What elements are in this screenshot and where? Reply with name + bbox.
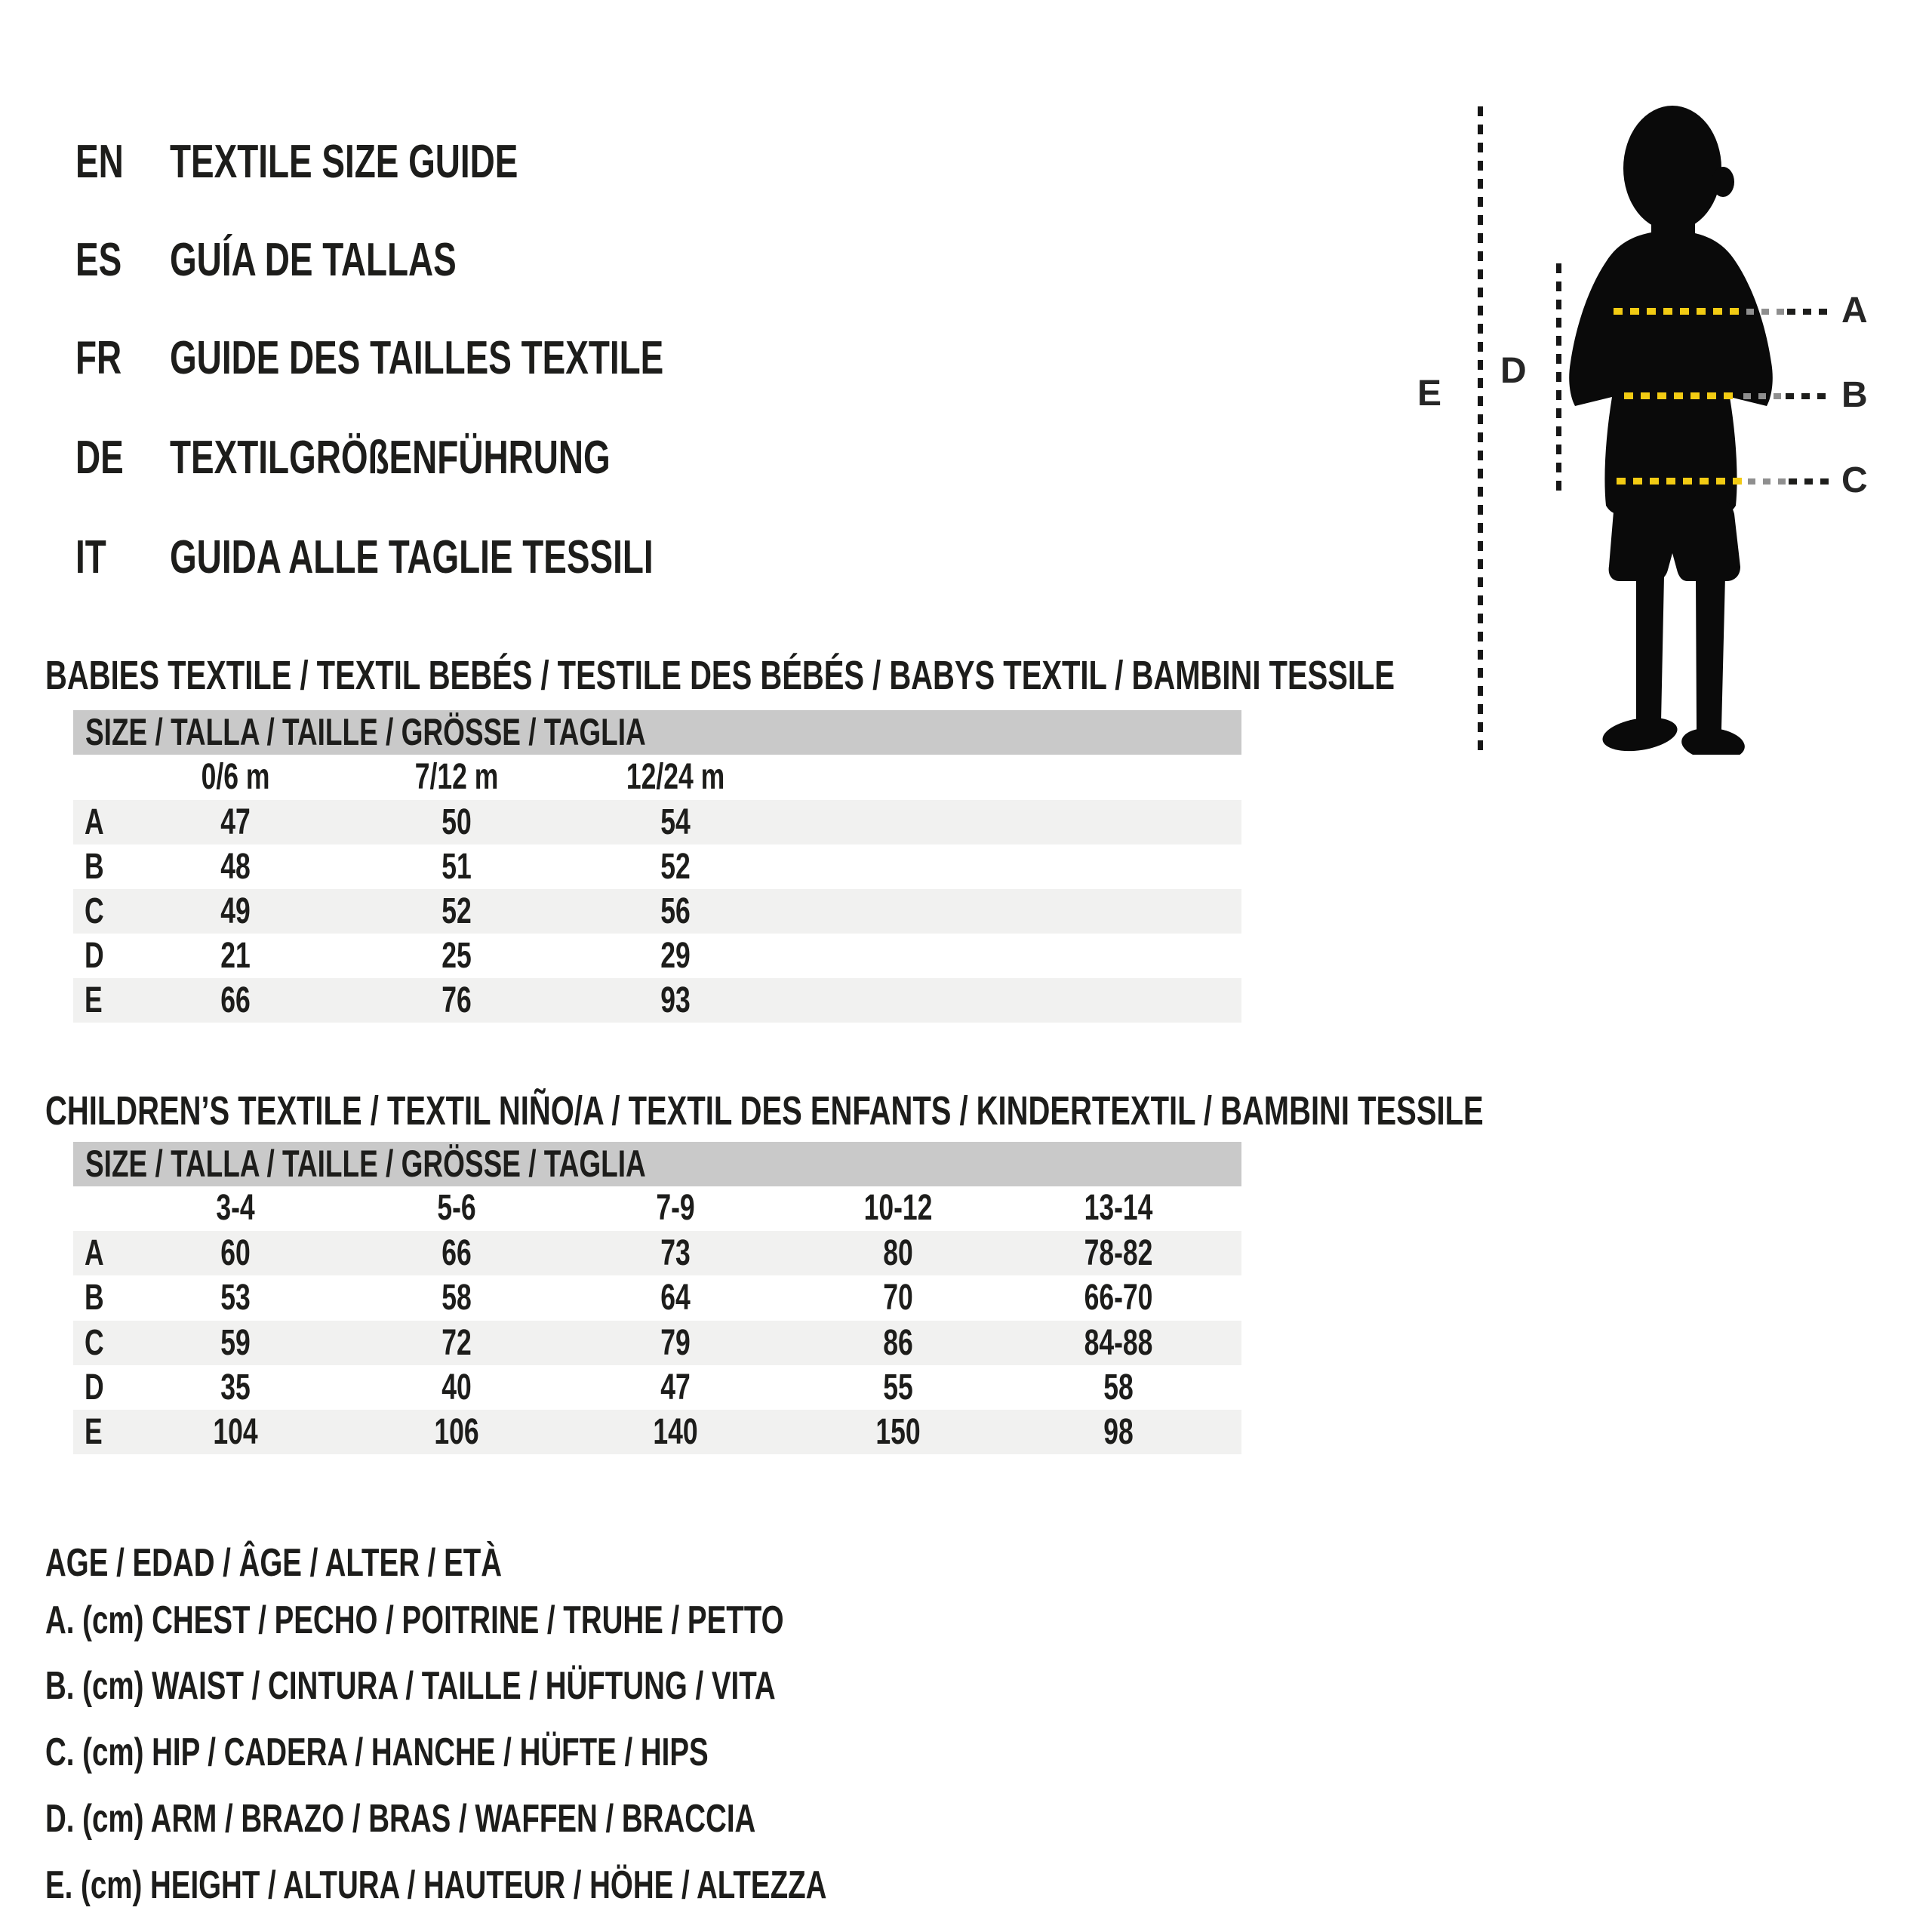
hip-fade-dashes	[1748, 478, 1786, 485]
guide-title: GUIDA ALLE TAGLIE TESSILI	[170, 531, 654, 583]
cell-value: 49	[220, 891, 251, 931]
babies-size-header-bar	[73, 710, 1241, 755]
children-section-heading	[45, 1089, 1932, 1133]
marker-height-e: E	[1417, 374, 1442, 414]
cell-value: 54	[660, 802, 691, 842]
table-row	[73, 1365, 1241, 1410]
language-code: EN	[75, 136, 124, 188]
cell-value: 72	[441, 1323, 472, 1363]
row-label: E	[85, 980, 103, 1020]
children-column-header-row	[73, 1186, 1241, 1230]
silhouette-ear	[1712, 167, 1734, 197]
column-header: 7-9	[656, 1188, 695, 1228]
chest-yellow-dashes	[1614, 308, 1743, 315]
children-size-header-bar	[73, 1142, 1241, 1186]
table-row	[73, 800, 1241, 844]
legend-text: C. (cm) HIP / CADERA / HANCHE / HÜFTE / HIPS	[45, 1730, 709, 1774]
cell-value: 47	[660, 1367, 691, 1407]
language-code: ES	[75, 234, 122, 286]
cell-value: 52	[660, 847, 691, 887]
row-label: E	[85, 1412, 103, 1452]
cell-value: 55	[883, 1367, 913, 1407]
cell-value: 66-70	[1084, 1278, 1153, 1318]
cell-value: 25	[441, 936, 472, 976]
column-header: 10-12	[863, 1188, 933, 1228]
marker-arm-d: D	[1500, 351, 1527, 391]
cell-value: 70	[883, 1278, 913, 1318]
cell-value: 86	[883, 1323, 913, 1363]
column-header: 7/12 m	[414, 757, 499, 797]
row-label: A	[85, 1233, 104, 1273]
cell-value: 140	[653, 1412, 698, 1452]
cell-value: 64	[660, 1278, 691, 1318]
hip-yellow-dashes	[1617, 478, 1745, 485]
table-row	[73, 934, 1241, 978]
cell-value: 78-82	[1084, 1233, 1153, 1273]
marker-hip-c: C	[1841, 460, 1868, 500]
cell-value: 58	[441, 1278, 472, 1318]
waist-dark-dashes	[1786, 393, 1829, 399]
legend-waist-line	[45, 1665, 1032, 1707]
cell-value: 58	[1103, 1367, 1134, 1407]
column-header: 13-14	[1084, 1188, 1153, 1228]
language-code: IT	[75, 531, 106, 583]
legend-text: B. (cm) WAIST / CINTURA / TAILLE / HÜFTUNG / VITA	[45, 1664, 776, 1708]
marker-chest-a: A	[1841, 291, 1868, 331]
cell-value: 84-88	[1084, 1323, 1153, 1363]
cell-value: 56	[660, 891, 691, 931]
cell-value: 106	[434, 1412, 479, 1452]
cell-value: 104	[213, 1412, 258, 1452]
legend-age-line	[45, 1542, 663, 1584]
cell-value: 73	[660, 1233, 691, 1273]
chest-dark-dashes	[1787, 309, 1829, 315]
legend-text: E. (cm) HEIGHT / ALTURA / HAUTEUR / HÖHE / ALTEZZA	[45, 1863, 827, 1907]
cell-value: 80	[883, 1233, 913, 1273]
size-header-label: SIZE / TALLA / TAILLE / GRÖSSE / TAGLIA	[85, 1143, 646, 1185]
table-row	[73, 889, 1241, 934]
row-label: B	[85, 1278, 104, 1318]
cell-value: 76	[441, 980, 472, 1020]
cell-value: 66	[441, 1233, 472, 1273]
marker-waist-b: B	[1841, 375, 1868, 415]
babies-section-heading	[45, 654, 1869, 697]
row-label: B	[85, 847, 104, 887]
row-label: D	[85, 936, 104, 976]
babies-column-header-row	[73, 755, 1241, 799]
table-row	[73, 1321, 1241, 1365]
row-label: C	[85, 891, 104, 931]
legend-text: AGE / EDAD / ÂGE / ALTER / ETÀ	[45, 1541, 503, 1585]
silhouette-right-foot	[1680, 725, 1746, 755]
legend-text: D. (cm) ARM / BRAZO / BRAS / WAFFEN / BRACCIA	[45, 1797, 756, 1841]
language-code: FR	[75, 332, 122, 384]
column-header: 12/24 m	[626, 757, 725, 797]
legend-height-line	[45, 1864, 1101, 1906]
cell-value: 29	[660, 936, 691, 976]
column-header: 3-4	[216, 1188, 255, 1228]
silhouette-shorts	[1609, 500, 1740, 581]
guide-title: TEXTILE SIZE GUIDE	[170, 136, 518, 188]
size-header-label: SIZE / TALLA / TAILLE / GRÖSSE / TAGLIA	[85, 711, 646, 753]
guide-title: GUÍA DE TALLAS	[170, 234, 457, 286]
row-label: D	[85, 1367, 104, 1407]
cell-value: 60	[220, 1233, 251, 1273]
cell-value: 150	[875, 1412, 921, 1452]
cell-value: 93	[660, 980, 691, 1020]
cell-value: 47	[220, 802, 251, 842]
table-row	[73, 1410, 1241, 1454]
waist-fade-dashes	[1743, 393, 1783, 399]
table-row	[73, 978, 1241, 1023]
cell-value: 21	[220, 936, 251, 976]
guide-title: TEXTILGRÖßENFÜHRUNG	[170, 432, 611, 484]
cell-value: 51	[441, 847, 472, 887]
table-row	[73, 1275, 1241, 1320]
row-label: A	[85, 802, 104, 842]
legend-hip-line	[45, 1731, 941, 1774]
silhouette-torso	[1569, 230, 1773, 516]
cell-value: 98	[1103, 1412, 1134, 1452]
guide-title: GUIDE DES TAILLES TEXTILE	[170, 332, 664, 384]
babies-heading-text: BABIES TEXTILE / TEXTIL BEBÉS / TESTILE DES BÉBÉS / BABYS TEXTIL / BAMBINI TESSILE	[45, 653, 1395, 698]
silhouette-left-foot	[1600, 712, 1679, 755]
cell-value: 40	[441, 1367, 472, 1407]
chest-fade-dashes	[1746, 309, 1786, 315]
babies-size-table	[73, 710, 1241, 1023]
row-label: C	[85, 1323, 104, 1363]
cell-value: 52	[441, 891, 472, 931]
children-heading-text: CHILDREN’S TEXTILE / TEXTIL NIÑO/A / TEXTIL DES ENFANTS / KINDERTEXTIL / BAMBINI TESSILE	[45, 1088, 1484, 1134]
legend-text: A. (cm) CHEST / PECHO / POITRINE / TRUHE / PETTO	[45, 1598, 784, 1642]
cell-value: 66	[220, 980, 251, 1020]
cell-value: 48	[220, 847, 251, 887]
cell-value: 53	[220, 1278, 251, 1318]
table-row	[73, 844, 1241, 889]
cell-value: 79	[660, 1323, 691, 1363]
language-code: DE	[75, 432, 124, 484]
cell-value: 50	[441, 802, 472, 842]
cell-value: 59	[220, 1323, 251, 1363]
children-size-table	[73, 1142, 1241, 1454]
cell-value: 35	[220, 1367, 251, 1407]
legend-chest-line	[45, 1599, 1043, 1641]
table-row	[73, 1231, 1241, 1275]
column-header: 5-6	[437, 1188, 476, 1228]
column-header: 0/6 m	[201, 757, 270, 797]
legend-arm-line	[45, 1798, 1005, 1840]
hip-dark-dashes	[1789, 478, 1829, 485]
waist-yellow-dashes	[1624, 392, 1739, 399]
